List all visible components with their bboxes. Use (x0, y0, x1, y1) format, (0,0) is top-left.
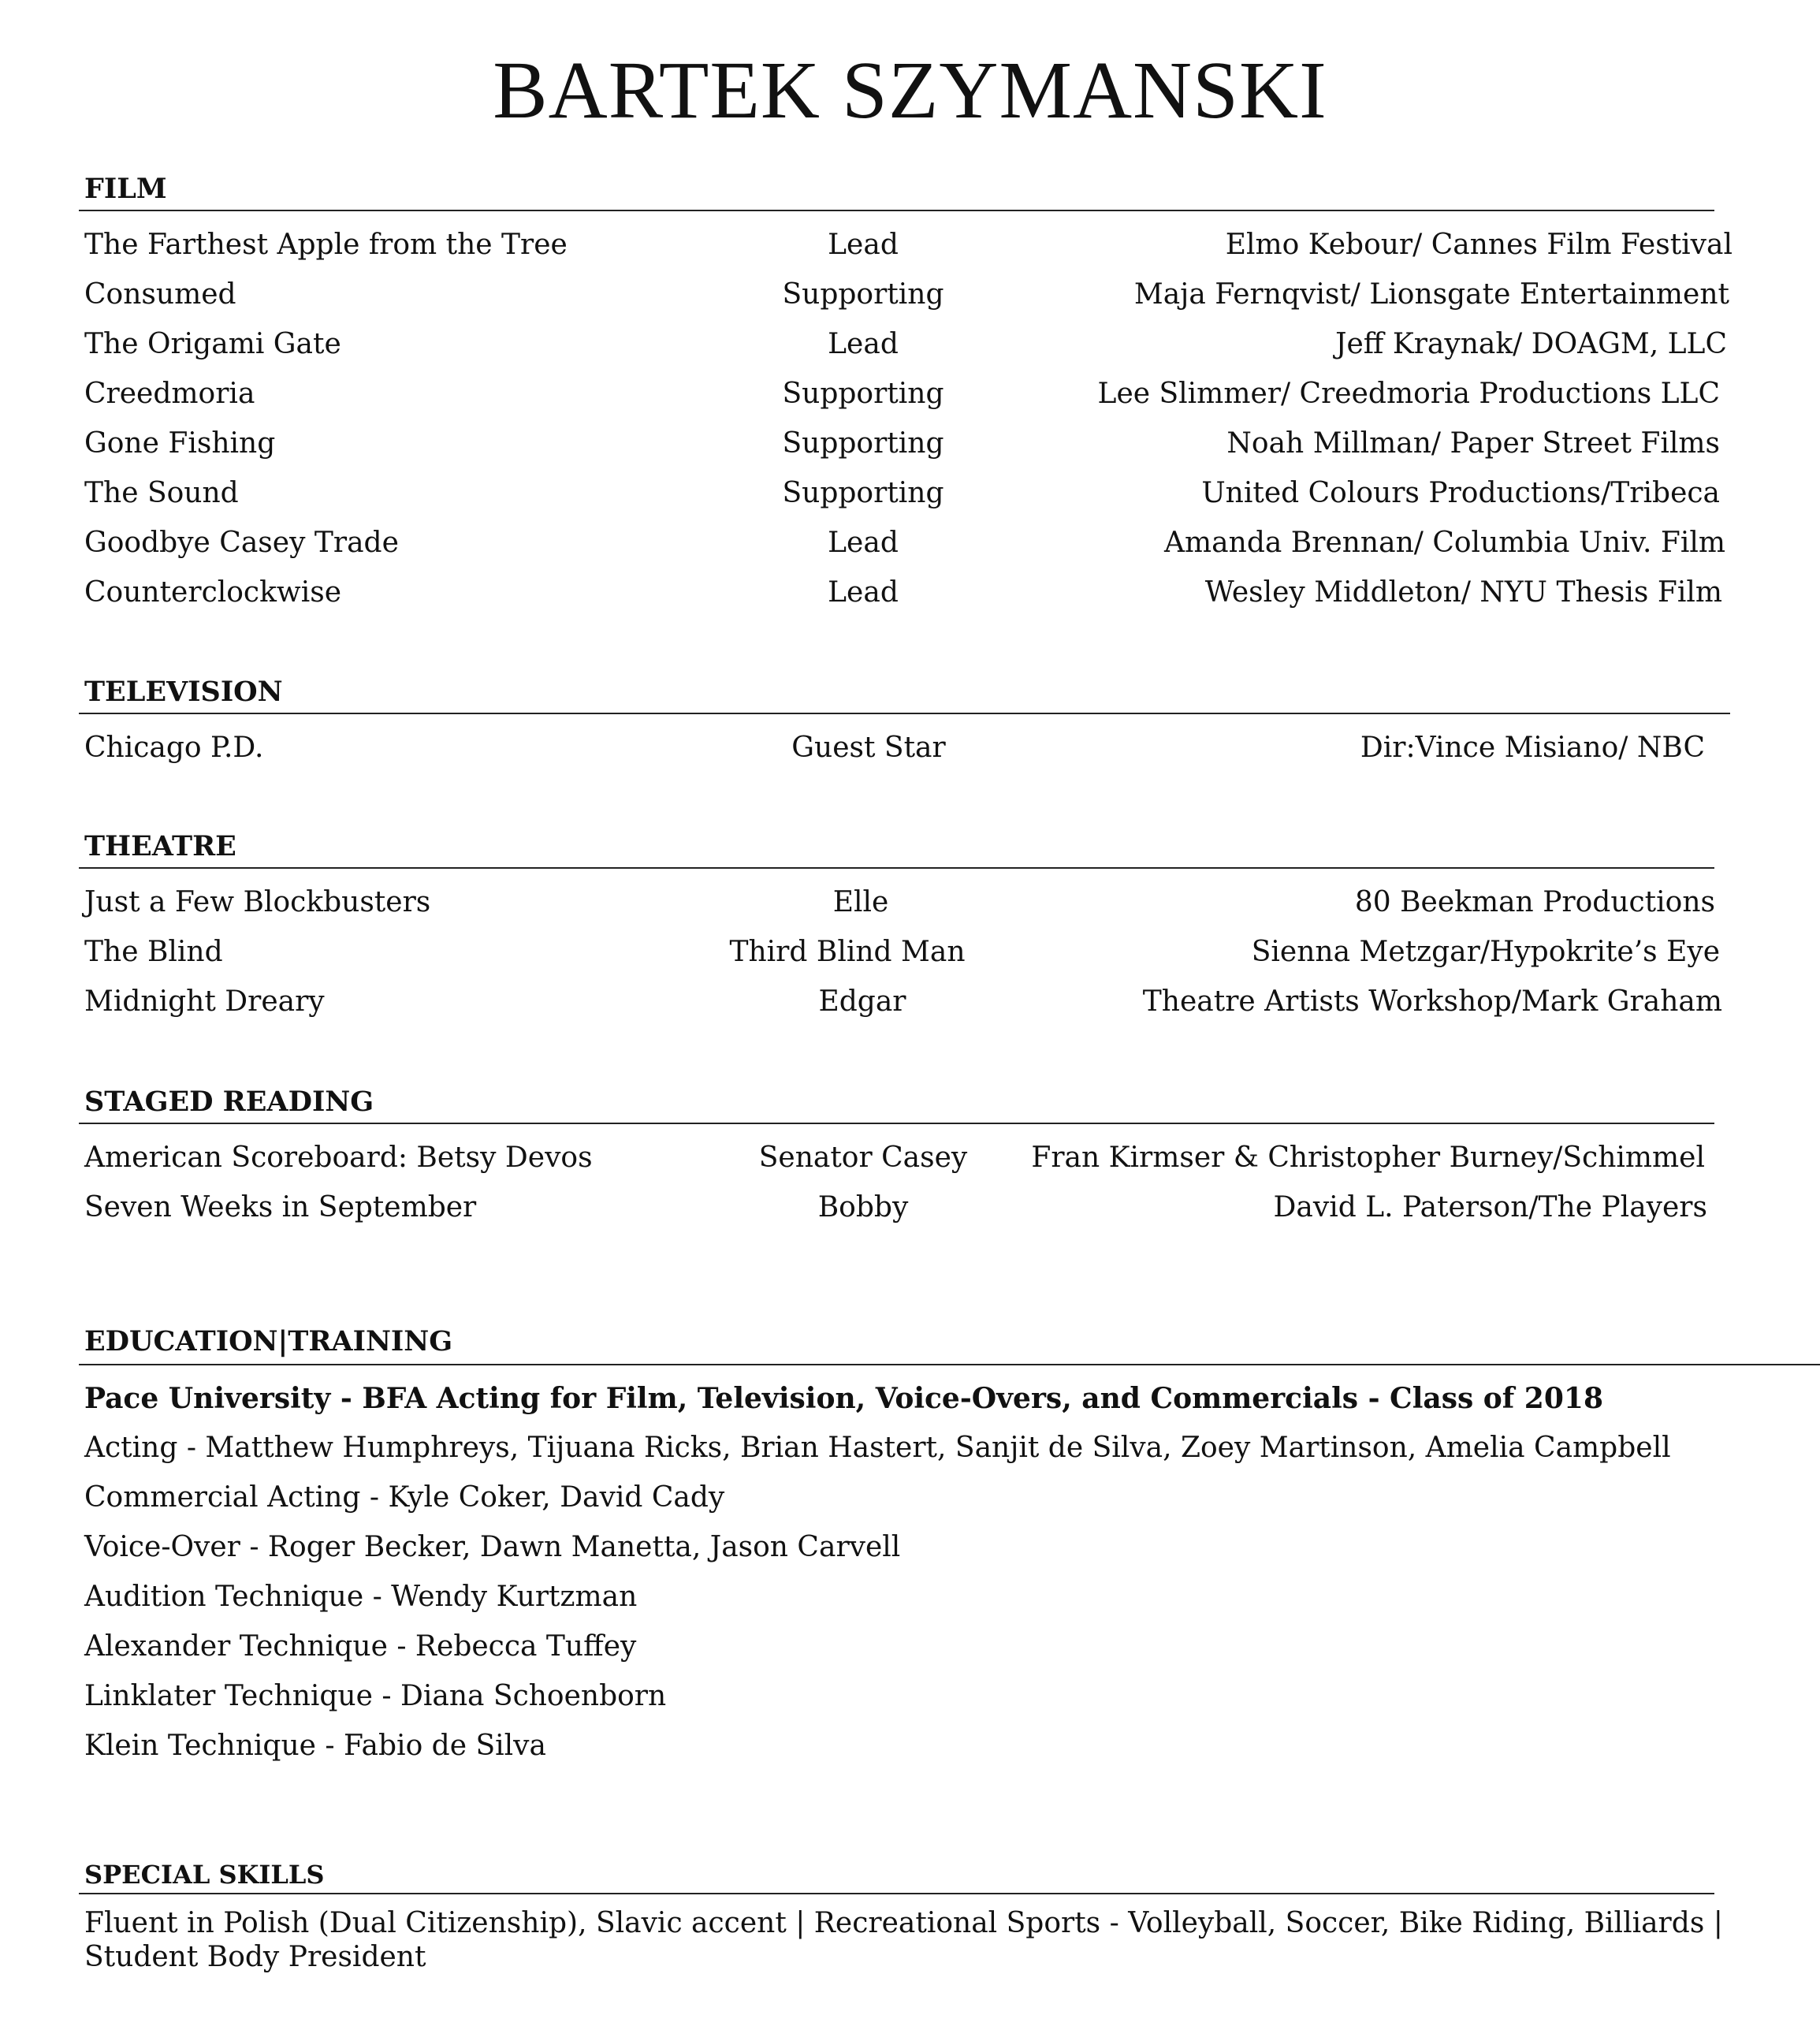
credit-row (0, 1188, 1820, 1237)
credit-title: The Origami Gate (84, 328, 341, 360)
credit-title: Gone Fishing (84, 427, 276, 460)
credit-title: Consumed (84, 278, 236, 311)
credit-company: Wesley Middleton/ NYU Thesis Film (1204, 576, 1722, 609)
credit-title: Just a Few Blockbusters (84, 886, 431, 918)
credit-title: The Blind (84, 936, 223, 968)
credit-role: Senator Casey (758, 1142, 968, 1174)
credit-role: Edgar (818, 985, 906, 1018)
credit-title: Chicago P.D. (84, 732, 264, 764)
credit-company: Elmo Kebour/ Cannes Film Festival (1225, 229, 1733, 261)
credit-company: Sienna Metzgar/Hypokrite’s Eye (1251, 936, 1720, 968)
section-divider (79, 1893, 1714, 1894)
special-skills-text: Fluent in Polish (Dual Citizenship), Slavic accent | Recreational Sports - Volleyball, Soccer, Bike Riding, Billiards | Student Body President (84, 1907, 1723, 1973)
training-line: Alexander Technique - Rebecca Tuffey (84, 1630, 637, 1663)
credit-role: Supporting (782, 278, 944, 311)
education-school: Pace University - BFA Acting for Film, Television, Voice-Overs, and Commercials - Class of 2018 (84, 1382, 1604, 1415)
credit-role: Lead (828, 576, 899, 609)
credit-title: Creedmoria (84, 378, 255, 410)
credit-role: Third Blind Man (729, 936, 966, 968)
credit-row (0, 474, 1820, 523)
credit-row (0, 325, 1820, 374)
credit-row (0, 883, 1820, 932)
section-divider (79, 1364, 1820, 1365)
credit-title: Counterclockwise (84, 576, 342, 609)
credit-title: Goodbye Casey Trade (84, 527, 399, 559)
credit-role: Lead (828, 527, 899, 559)
credit-row (0, 225, 1820, 274)
credit-title: American Scoreboard: Betsy Devos (84, 1142, 593, 1174)
credit-company: Maja Fernqvist/ Lionsgate Entertainment (1133, 278, 1729, 311)
credit-role: Supporting (782, 378, 944, 410)
credit-role: Supporting (782, 477, 944, 509)
credit-role: Elle (832, 886, 889, 918)
training-line: Commercial Acting - Kyle Coker, David Cady (84, 1481, 725, 1514)
credit-role: Supporting (782, 427, 944, 460)
credit-row (0, 275, 1820, 324)
training-line: Audition Technique - Wendy Kurtzman (84, 1581, 638, 1613)
credit-role: Lead (828, 328, 899, 360)
training-line: Linklater Technique - Diana Schoenborn (84, 1680, 667, 1712)
training-line: Acting - Matthew Humphreys, Tijuana Ricks, Brian Hastert, Sanjit de Silva, Zoey Martinson, Amelia Campbell (84, 1432, 1671, 1464)
credit-role: Guest Star (791, 732, 946, 764)
section-heading-television: TELEVISION (84, 676, 283, 708)
credit-company: Amanda Brennan/ Columbia Univ. Film (1164, 527, 1725, 559)
credit-title: Seven Weeks in September (84, 1191, 477, 1223)
credit-company: David L. Paterson/The Players (1273, 1191, 1707, 1223)
section-heading-theatre: THEATRE (84, 830, 236, 862)
credit-company: Dir:Vince Misiano/ NBC (1360, 732, 1705, 764)
credit-row (0, 1138, 1820, 1187)
credit-row (0, 982, 1820, 1031)
credit-company: Lee Slimmer/ Creedmoria Productions LLC (1097, 378, 1720, 410)
resume-name: BARTEK SZYMANSKI (493, 45, 1327, 136)
credit-row (0, 933, 1820, 981)
credit-row (0, 728, 1820, 777)
credit-role: Bobby (817, 1191, 909, 1223)
credit-row (0, 523, 1820, 572)
section-heading-film: FILM (84, 173, 167, 205)
credit-title: Midnight Dreary (84, 985, 325, 1018)
credit-row (0, 374, 1820, 423)
training-line: Voice-Over - Roger Becker, Dawn Manetta, Jason Carvell (84, 1531, 901, 1563)
credit-role: Lead (828, 229, 899, 261)
credit-company: Theatre Artists Workshop/Mark Graham (1142, 985, 1722, 1018)
credit-company: Jeff Kraynak/ DOAGM, LLC (1335, 328, 1727, 360)
training-line: Klein Technique - Fabio de Silva (84, 1730, 546, 1762)
credit-row (0, 573, 1820, 622)
section-heading-special-skills: SPECIAL SKILLS (84, 1860, 325, 1890)
credit-company: 80 Beekman Productions (1354, 886, 1715, 918)
section-divider (79, 713, 1730, 714)
credit-company: Noah Millman/ Paper Street Films (1226, 427, 1720, 460)
credit-company: Fran Kirmser & Christopher Burney/Schimmel (1031, 1142, 1705, 1174)
credit-title: The Sound (84, 477, 239, 509)
section-divider (79, 210, 1714, 211)
section-divider (79, 867, 1714, 869)
section-heading-education: EDUCATION|TRAINING (84, 1325, 453, 1358)
section-heading-staged-reading: STAGED READING (84, 1086, 374, 1118)
credit-company: United Colours Productions/Tribeca (1201, 477, 1720, 509)
section-divider (79, 1123, 1714, 1124)
credit-title: The Farthest Apple from the Tree (84, 229, 568, 261)
credit-row (0, 424, 1820, 473)
